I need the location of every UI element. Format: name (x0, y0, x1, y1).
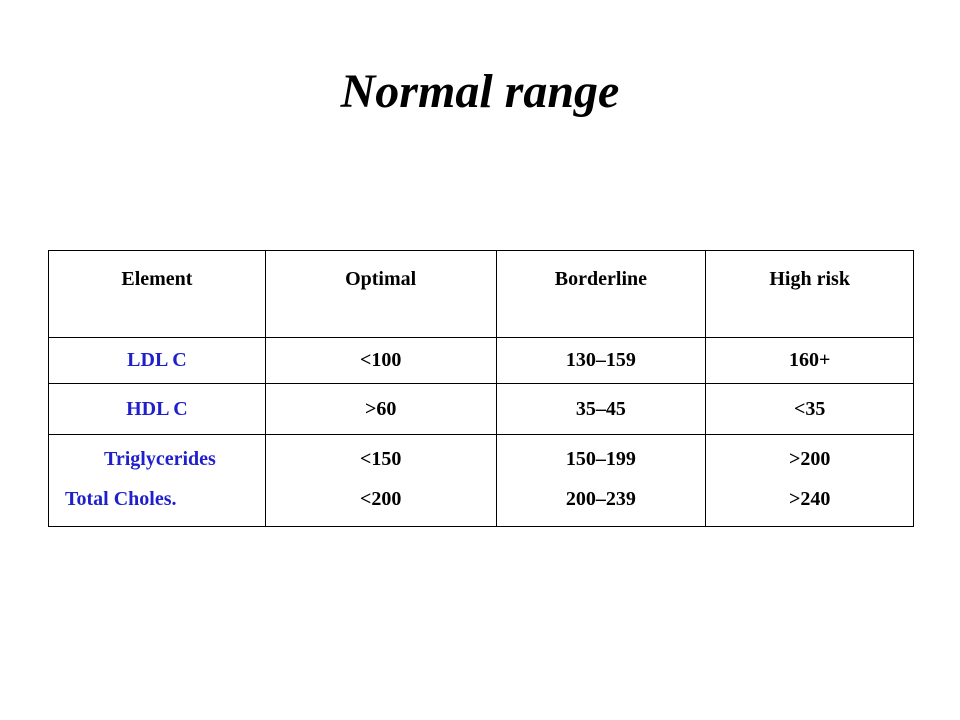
optimal-cell: <100 (265, 338, 496, 384)
table-header-row (49, 251, 914, 338)
column-header-optimal: Optimal (265, 251, 496, 338)
optimal-cell: <150 (265, 435, 496, 484)
column-header-borderline: Borderline (496, 251, 706, 338)
borderline-cell: 130–159 (496, 338, 706, 384)
optimal-cell: >60 (265, 384, 496, 435)
element-name-cell: LDL C (49, 338, 266, 384)
table-row (49, 384, 914, 435)
high-risk-cell: 160+ (706, 338, 914, 384)
table-row (49, 338, 914, 384)
element-name-cell: HDL C (49, 384, 266, 435)
borderline-cell: 35–45 (496, 384, 706, 435)
borderline-cell: 150–199 (496, 435, 706, 484)
optimal-cell: <200 (265, 483, 496, 526)
high-risk-cell: <35 (706, 384, 914, 435)
high-risk-cell: >200 (788, 447, 831, 470)
column-header-high-risk: High risk (706, 251, 914, 338)
normal-range-table (48, 250, 914, 527)
table-row (49, 435, 914, 484)
column-header-element: Element (49, 251, 266, 338)
table-row (49, 483, 914, 526)
borderline-cell: 200–239 (496, 483, 706, 526)
high-risk-cell: >240 (788, 488, 831, 510)
element-name-cell: Total Choles. (49, 483, 266, 526)
page-title: Normal range (340, 65, 620, 118)
element-name-cell: Triglycerides (49, 435, 266, 484)
